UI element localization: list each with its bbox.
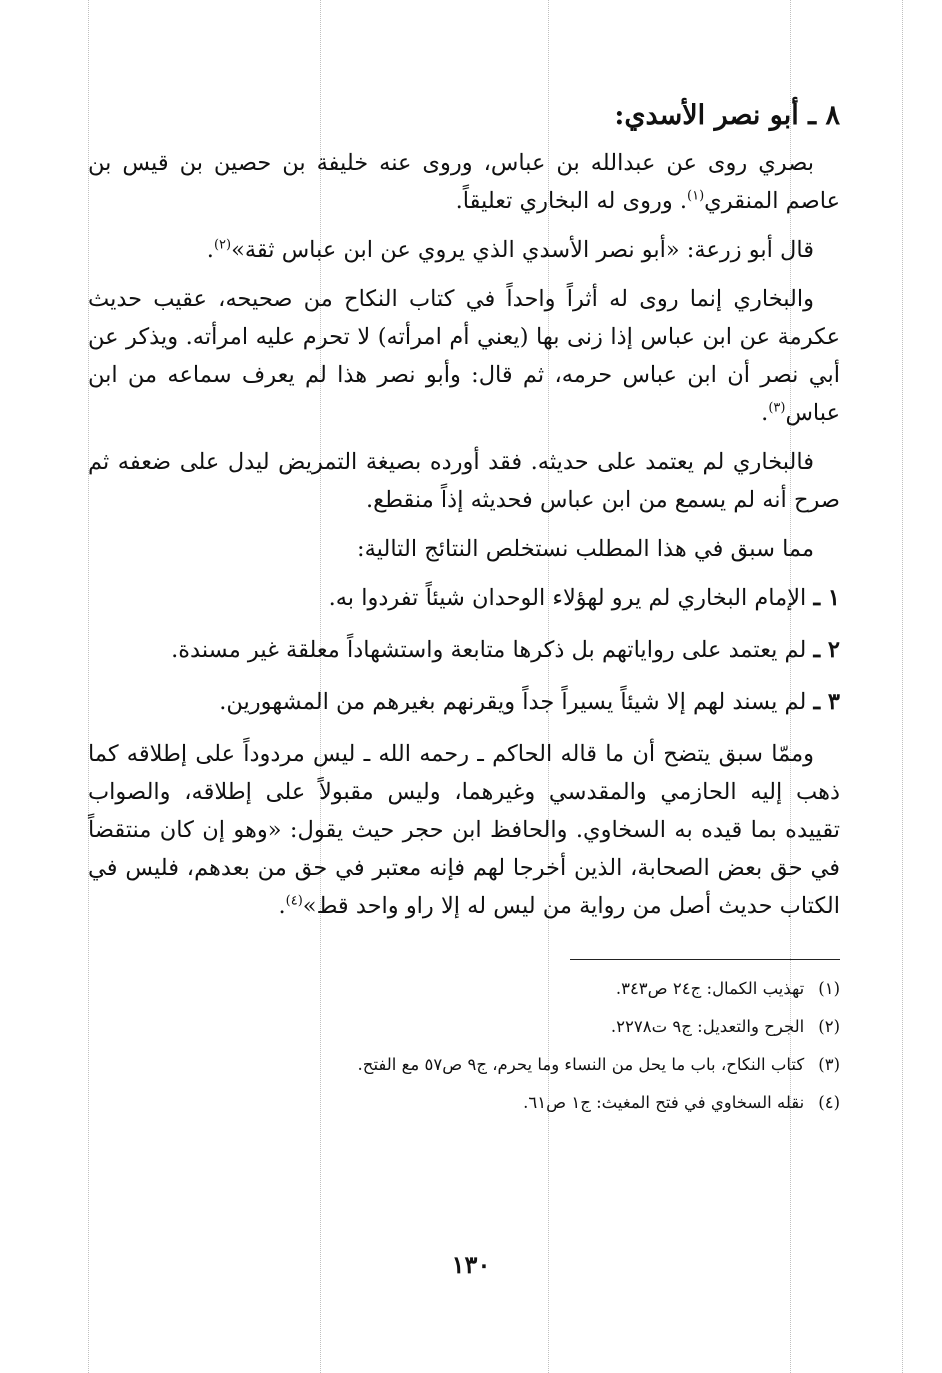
footnote-number: (١) (818, 979, 840, 998)
paragraph-6-text-b: . (278, 893, 286, 919)
page-body (88, 92, 840, 1126)
paragraph-4: فالبخاري لم يعتمد على حديثه. فقد أورده بصيغة التمريض ليدل على ضعفه ثم صرح أنه لم يسمع من ابن عباس فحديثه إذاً منقطع. (88, 449, 840, 513)
paragraph-3 (88, 280, 840, 432)
paragraph-2-text-a: قال أبو زرعة: «أبو نصر الأسدي الذي يروي عن ابن عباس ثقة» (231, 237, 814, 263)
paragraph-1-text-b: . وروى له البخاري تعليقاً. (455, 188, 688, 214)
paragraph-2-text-b: . (206, 237, 214, 263)
result-number: ١ ـ (813, 585, 840, 611)
paragraph-3-text-b: . (761, 400, 769, 426)
result-text: الإمام البخاري لم يرو لهؤلاء الوحدان شيئاً تفردوا به. (328, 585, 807, 611)
result-item-2 (88, 631, 840, 669)
paragraph-1 (88, 144, 840, 220)
paragraph-6 (88, 735, 840, 925)
footnote-number: (٣) (818, 1055, 840, 1074)
paragraph-6-text-a: وممّا سبق يتضح أن ما قاله الحاكم ـ رحمه الله ـ ليس مردوداً على إطلاقه كما ذهب إليه الحازمي والمقدسي وغيرهما، وليس مقبولاً على إطلاقه، والصواب تقييده بما قيده به السخاوي. والحافظ ابن حجر حيث يقول: «وهو إن كان منتقضاً في حق بعض الصحابة، الذين أخرجا لهم فإنه معتبر في حق من بعدهم، فليس في الكتاب حديث أصل من رواية من ليس له إلا راو واحد قط» (88, 741, 840, 919)
footnote-4 (88, 1088, 840, 1118)
footnote-1 (88, 974, 840, 1004)
footnote-2 (88, 1012, 840, 1042)
page-number: ١٣٠ (451, 1250, 491, 1279)
section-heading: ٨ ـ أبو نصر الأسدي: (614, 100, 840, 131)
result-text: لم يعتمد على رواياتهم بل ذكرها متابعة واستشهاداً معلقة غير مسندة. (171, 637, 807, 663)
footnote-number: (٢) (818, 1017, 840, 1036)
footnote-number: (٤) (818, 1093, 840, 1112)
result-text: لم يسند لهم إلا شيئاً يسيراً جداً ويقرنهم بغيرهم من المشهورين. (219, 689, 807, 715)
footnote-ref-3[interactable]: (٣) (768, 400, 786, 416)
paragraph-3-text-a: والبخاري إنما روى له أثراً واحداً في كتاب النكاح من صحيحه، عقيب حديث عكرمة عن ابن عباس إذا زنى بها (يعني أم امرأته) لا تحرم عليه امرأته. ويذكر عن أبي نصر أن ابن عباس حرمه، ثم قال: وأبو نصر هذا لم يعرف سماعه من ابن عباس (88, 286, 840, 426)
footnote-ref-2[interactable]: (٢) (213, 237, 232, 253)
result-item-3 (88, 683, 840, 721)
footnote-text: نقله السخاوي في فتح المغيث: ج١ ص٦١. (523, 1093, 805, 1112)
result-item-1 (88, 579, 840, 617)
footnote-ref-4[interactable]: (٤) (285, 893, 303, 909)
paragraph-1-text-a: بصري روى عن عبدالله بن عباس، وروى عنه خليفة بن حصين بن قيس بن عاصم المنقري (88, 150, 840, 214)
result-number: ٢ ـ (813, 637, 840, 663)
result-number: ٣ ـ (813, 689, 840, 715)
scan-guide-line (902, 0, 903, 1373)
footnote-3 (88, 1050, 840, 1080)
footnote-divider (570, 959, 840, 960)
footnote-text: الجرح والتعديل: ج٩ ت٢٢٧٨. (610, 1017, 805, 1036)
footnote-text: كتاب النكاح، باب ما يحل من النساء وما يحرم، ج٩ ص٥٧ مع الفتح. (357, 1055, 805, 1074)
footnote-ref-1[interactable]: (١) (687, 188, 705, 204)
paragraph-2 (88, 231, 840, 269)
footnote-text: تهذيب الكمال: ج٢٤ ص٣٤٣. (615, 979, 805, 998)
paragraph-5: مما سبق في هذا المطلب نستخلص النتائج التالية: (357, 536, 814, 562)
